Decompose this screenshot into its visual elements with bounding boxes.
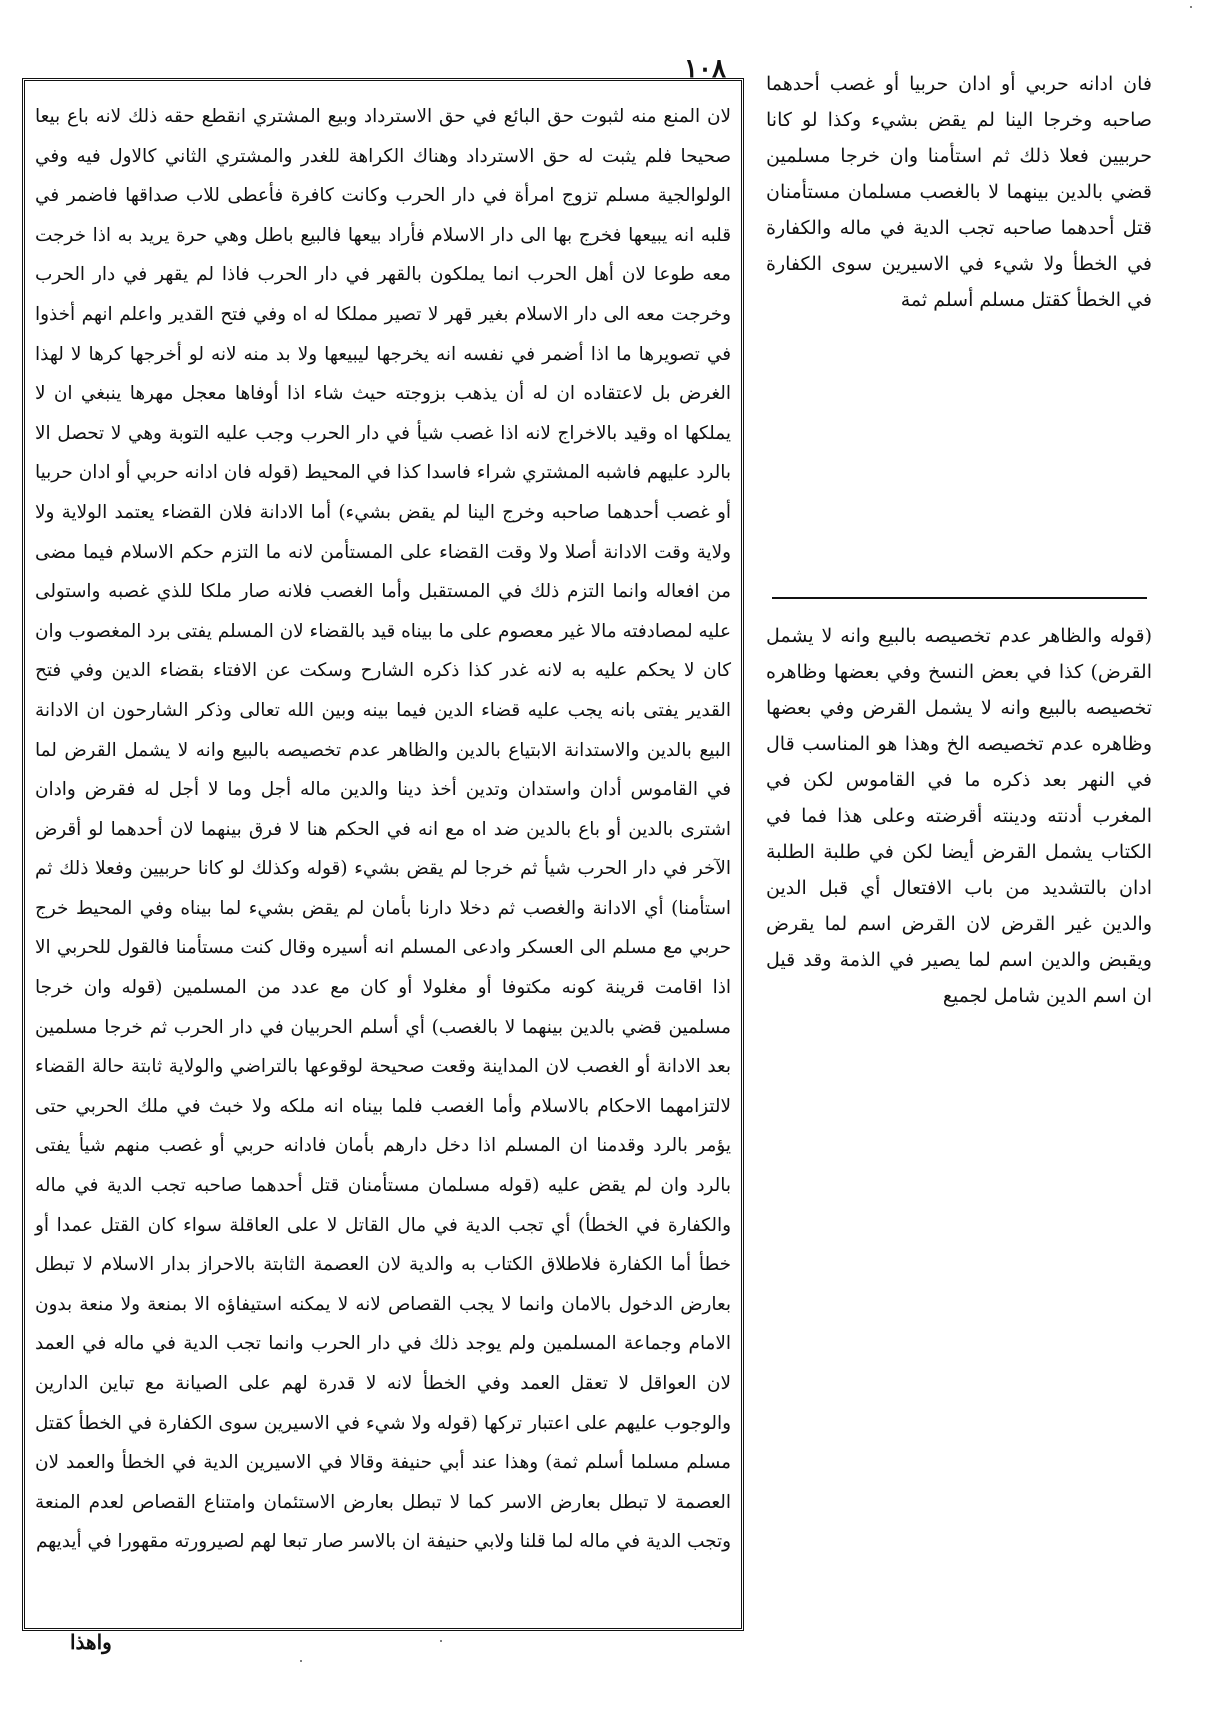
scan-speck <box>440 1640 442 1642</box>
margin-gloss-paragraph: (قوله والظاهر عدم تخصيصه بالبيع وانه لا يشمل القرض) كذا في بعض النسخ وفي بعضها وظاهره تخصيصه بالبيع وانه لا يشمل القرض وفي بعضها وظاهره عدم تخصيصه الخ وهذا هو المناسب قال في النهر بعد ذكره ما في القاموس لكن في المغرب أدنته ودينته أقرضته وعلى هذا فما في الكتاب يشمل القرض أيضا لكن في طلبة الطلبة ادان بالتشديد من باب الافتعال أي قبل الدين والدين غير القرض لان القرض اسم لما يقرض ويقبض والدين اسم لما يصير في الذمة وقد قيل ان اسم الدين شامل لجميع <box>766 625 1152 1007</box>
scan-speck <box>1190 6 1192 8</box>
main-text-frame <box>22 78 744 1631</box>
main-text-body: لان المنع منه لثبوت حق البائع في حق الاسترداد وبيع المشتري انقطع حقه ذلك لانه باع بيعا صحيحا فلم يثبت له حق الاسترداد وهناك الكراهة للغدر والمشتري الثاني كالاول فيه وفي الولوالجية مسلم تزوج امرأة في دار الحرب وكانت كافرة فأعطى للاب صداقها فاضمر في قلبه انه يبيعها فخرج بها الى دار الاسلام فأراد بيعها فالبيع باطل وهي حرة يريد به اذا خرجت معه طوعا لان أهل الحرب انما يملكون بالقهر في دار الحرب فاذا لم يقهر في دار الحرب وخرجت معه الى دار الاسلام بغير قهر لا تصير مملكا له اه وفي فتح القدير واعلم انهم أخذوا في تصويرها ما اذا أضمر في نفسه انه يخرجها ليبيعها ولا بد منه لانه لو أخرجها كرها لا لهذا الغرض بل لاعتقاده ان له أن يذهب بزوجته حيث شاء اذا أوفاها معجل مهرها ينبغي ان لا يملكها اه وقيد بالاخراج لانه اذا غصب شيأ في دار الحرب وجب عليه التوبة وهي لا تحصل الا بالرد عليهم فاشبه المشتري شراء فاسدا كذا في المحيط (قوله فان ادانه حربي أو ادان حربيا أو غصب أحدهما صاحبه وخرج الينا لم يقض بشيء) أما الادانة فلان القضاء يعتمد الولاية ولا ولاية وقت الادانة أصلا ولا وقت القضاء على المستأمن لانه ما التزم حكم الاسلام فيما مضى من افعاله وانما التزم ذلك في المستقبل وأما الغصب فلانه صار ملكا للذي غصبه واستولى عليه لمصادفته مالا غير معصوم على ما بيناه قيد بالقضاء لان المسلم يفتى برد المغصوب وان كان لا يحكم عليه به لانه غدر كذا ذكره الشارح وسكت عن الافتاء بقضاء الدين وفي فتح القدير يفتى بانه يجب عليه قضاء الدين فيما بينه وبين الله تعالى وذكر الشارحون ان الادانة البيع بالدين والاستدانة الابتياع بالدين والظاهر عدم تخصيصه بالبيع وانه لا يشمل القرض لما في القاموس أدان واستدان وتدين أخذ دينا والدين ماله أجل وما لا أجل له فقرض وادان اشترى بالدين أو باع بالدين ضد اه مع انه في الحكم هنا لا فرق بينهما لان أحدهما لو أقرض الآخر في دار الحرب شيأ ثم خرجا لم يقض بشيء (قوله وكذلك لو كانا حربيين وفعلا ذلك ثم استأمنا) أي الادانة والغصب ثم دخلا دارنا بأمان لم يقض بشيء لما بيناه وفي المحيط خرج حربي مع مسلم الى العسكر وادعى المسلم انه أسيره وقال كنت مستأمنا فالقول للحربي الا اذا اقامت قرينة كونه مكتوفا أو مغلولا أو كان مع عدد من المسلمين (قوله وان خرجا مسلمين قضي بالدين بينهما لا بالغصب) أي أسلم الحربيان في دار الحرب ثم خرجا مسلمين بعد الادانة أو الغصب لان المداينة وقعت صحيحة لوقوعها بالتراضي والولاية ثابتة حالة القضاء لالتزامهما الاحكام بالاسلام وأما الغصب فلما بيناه انه ملكه ولا خبث في ملك الحربي حتى يؤمر بالرد وقدمنا ان المسلم اذا دخل دارهم بأمان فادانه حربي أو غصب منهم شيأ يفتى بالرد وان لم يقض عليه (قوله مسلمان مستأمنان قتل أحدهما صاحبه تجب الدية في ماله والكفارة في الخطأ) أي تجب الدية في مال القاتل لا على العاقلة سواء كان القتل عمدا أو خطأ أما الكفارة فلاطلاق الكتاب به والدية لان العصمة الثابتة بالاحراز بدار الاسلام لا تبطل بعارض الدخول بالامان وانما لا يجب القصاص لانه لا يمكنه استيفاؤه الا بمنعة ولا منعة بدون الامام وجماعة المسلمين ولم يوجد ذلك في دار الحرب وانما تجب الدية في ماله في العمد لان العواقل لا تعقل العمد وفي الخطأ لانه لا قدرة لهم على الصيانة مع تباين الدارين والوجوب عليهم على اعتبار تركها (قوله ولا شيء في الاسيرين سوى الكفارة في الخطأ كقتل مسلم مسلما أسلم ثمة) وهذا عند أبي حنيفة وقالا في الاسيرين الدية في الخطأ والعمد لان العصمة لا تبطل بعارض الاسر كما لا تبطل بعارض الاستئمان وامتناع القصاص لعدم المنعة وتجب الدية في ماله لما قلنا ولابي حنيفة ان بالاسر صار تبعا لهم لصيرورته مقهورا في أيديهم <box>35 106 732 1553</box>
margin-gloss-text <box>760 618 1158 1648</box>
margin-matn-text <box>760 66 1158 591</box>
catchword: واهذا <box>70 1630 112 1654</box>
margin-matn-paragraph: فان ادانه حربي أو ادان حربيا أو غصب أحدهما صاحبه وخرجا الينا لم يقض بشيء وكذا لو كانا حربيين فعلا ذلك ثم استأمنا وان خرجا مسلمين قضي بالدين بينهما لا بالغصب مسلمان مستأمنان قتل أحدهما صاحبه تجب الدية في ماله والكفارة في الخطأ ولا شيء في الاسيرين سوى الكفارة في الخطأ كقتل مسلم أسلم ثمة <box>766 73 1152 311</box>
margin-divider <box>772 597 1147 599</box>
scan-speck <box>300 1660 302 1662</box>
page-number: ١٠٨ <box>684 54 726 84</box>
